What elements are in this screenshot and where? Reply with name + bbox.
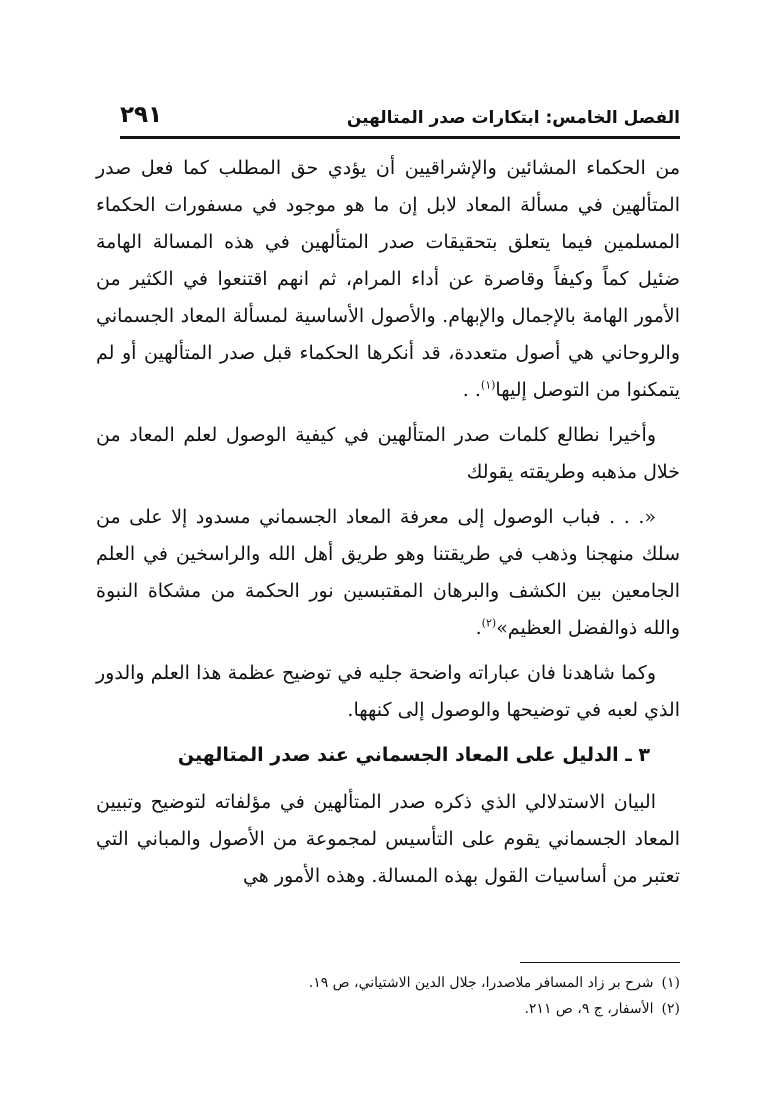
closing-paragraph-text: البيان الاستدلالي الذي ذكره صدر المتألهين في مؤلفاته لتوضيح وتبيين المعاد الجسماني يقوم على التأسيس لمجموعة من الأصول والمباني التي تعتبر من أساسيات القول بهذه المسالة. وهذه الأمور هي bbox=[96, 791, 680, 887]
paragraph-1-tail: . . bbox=[462, 379, 481, 401]
paragraph-4 bbox=[96, 655, 680, 729]
header-rule bbox=[120, 136, 680, 139]
page-number: ٢٩١ bbox=[120, 102, 163, 128]
paragraph-1 bbox=[96, 150, 680, 409]
running-header bbox=[120, 100, 680, 134]
main-text bbox=[96, 150, 680, 903]
footnote-1-mark: (١) bbox=[661, 975, 680, 991]
paragraph-1-text: من الحكماء المشائين والإشراقيين أن يؤدي حق المطلب كما فعل صدر المتألهين في مسألة المعاد لابل إن ما هو موجود في مسفورات الحكماء المسلمين فيما يتعلق بتحقيقات صدر المتألهين في هذه المسالة الهامة ضئيل كماً وكيفاً وقاصرة عن أداء المرام، ثم انهم اقتنعوا في الكثير من الأمور الهامة بالإجمال والإبهام. والأصول الأساسية لمسألة المعاد الجسماني والروحاني هي أصول متعددة، قد أنكرها الحكماء قبل صدر المتألهين أو لم يتمكنوا من التوصل إليها bbox=[96, 157, 680, 401]
footnote-1 bbox=[120, 970, 680, 996]
closing-paragraph bbox=[96, 784, 680, 895]
footnote-2-text: الأسفار، ج ٩، ص ٢١١. bbox=[524, 1001, 654, 1017]
chapter-title: الفصل الخامس: ابتكارات صدر المتالهين bbox=[346, 108, 680, 128]
footnote-2-mark: (٢) bbox=[661, 1001, 680, 1017]
footnote-ref-2: (٢) bbox=[481, 616, 497, 630]
paragraph-2-text: وأخيرا نطالع كلمات صدر المتألهين في كيفية الوصول لعلم المعاد من خلال مذهبه وطريقته يقولك bbox=[96, 424, 680, 483]
section-heading: ٣ ـ الدليل على المعاد الجسماني عند صدر المتالهين bbox=[177, 744, 650, 766]
paragraph-4-text: وكما شاهدنا فان عباراته واضحة جليه في توضيح عظمة هذا العلم والدور الذي لعبه في توضيحها والوصول إلى كنهها. bbox=[96, 662, 680, 721]
footnote-ref-1: (١) bbox=[480, 378, 496, 392]
quote-text: «. . . فباب الوصول إلى معرفة المعاد الجسماني مسدود إلا على من سلك منهجنا وذهب في طريقتنا وهو طريق أهل الله والراسخين في العلم الجامعين بين الكشف والبرهان المقتبسين نور الحكمة من مشكاة النبوة والله ذوالفضل العظيم» bbox=[96, 506, 680, 639]
quote-tail: . bbox=[475, 617, 482, 639]
footnote-1-text: شرح بر زاد المسافر ملاصدرا، جلال الدين الاشتياني، ص ١٩. bbox=[308, 975, 654, 991]
footnote-2 bbox=[120, 996, 680, 1022]
quote-paragraph bbox=[96, 499, 680, 647]
footnotes bbox=[120, 970, 680, 1022]
paragraph-2 bbox=[96, 417, 680, 491]
footnote-rule bbox=[520, 962, 680, 963]
